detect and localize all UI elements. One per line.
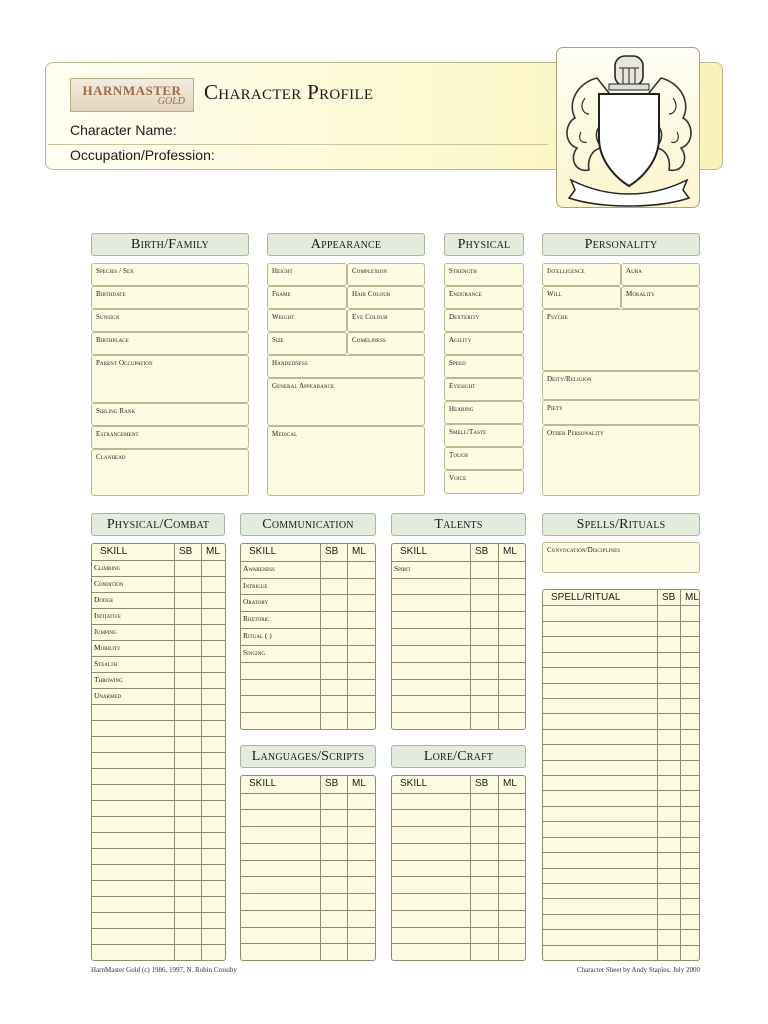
dexterity-field[interactable]: Dexterity	[444, 309, 524, 332]
column-header-sb: SB	[475, 778, 489, 790]
table-row-divider	[392, 876, 525, 877]
parent-occupation-field[interactable]: Parent Occupation	[91, 355, 249, 403]
skill-name: Condition	[94, 579, 124, 588]
table-column-divider	[347, 544, 348, 729]
height-field[interactable]: Height	[267, 263, 347, 286]
table-row-divider	[543, 760, 699, 761]
table-row-divider	[241, 927, 375, 928]
table-row-divider	[241, 645, 375, 646]
aura-field[interactable]: Aura	[621, 263, 700, 286]
table-row-divider	[392, 893, 525, 894]
table-row-divider	[92, 624, 225, 625]
page-title: Character Profile	[204, 80, 374, 104]
lore-craft-table[interactable]	[391, 775, 526, 961]
skill-name: Ritual ( )	[243, 631, 272, 641]
occupation-label: Occupation/Profession:	[70, 147, 215, 163]
table-column-divider	[470, 776, 471, 960]
deity-religion-field[interactable]: Deity/Religion	[542, 371, 700, 400]
table-row-divider	[92, 560, 225, 561]
table-row-divider	[543, 667, 699, 668]
table-row-divider	[543, 945, 699, 946]
table-row-divider	[92, 688, 225, 689]
strength-field[interactable]: Strength	[444, 263, 524, 286]
table-column-divider	[498, 544, 499, 729]
table-row-divider	[543, 621, 699, 622]
character-name-line[interactable]	[48, 144, 548, 145]
personality-title: Personality	[542, 233, 700, 256]
intelligence-field[interactable]: Intelligence	[542, 263, 621, 286]
table-row-divider	[543, 852, 699, 853]
logo-text-bottom: GOLD	[157, 96, 185, 107]
column-header-sb: SB	[179, 546, 193, 557]
skill-name: Climbing	[94, 563, 121, 572]
table-row-divider	[241, 809, 375, 810]
table-row-divider	[92, 848, 225, 849]
smell-taste-field[interactable]: Smell/Taste	[444, 424, 524, 447]
table-row-divider	[92, 912, 225, 913]
table-row-divider	[241, 943, 375, 944]
table-row-divider	[392, 712, 525, 713]
table-row-divider	[241, 826, 375, 827]
estrangement-field[interactable]: Estrangement	[91, 426, 249, 449]
appearance-title: Appearance	[267, 233, 425, 256]
table-row-divider	[241, 793, 375, 794]
psyche-field[interactable]: Psyche	[542, 309, 700, 371]
table-row-divider	[543, 790, 699, 791]
table-row-divider	[392, 826, 525, 827]
table-row-divider	[392, 910, 525, 911]
birthdate-field[interactable]: Birthdate	[91, 286, 249, 309]
table-column-divider	[498, 776, 499, 960]
agility-field[interactable]: Agility	[444, 332, 524, 355]
table-row-divider	[92, 576, 225, 577]
table-row-divider	[92, 944, 225, 945]
table-row-divider	[241, 893, 375, 894]
table-row-divider	[92, 880, 225, 881]
frame-field[interactable]: Frame	[267, 286, 347, 309]
skill-name: Mobility	[94, 643, 121, 652]
table-row-divider	[241, 611, 375, 612]
table-row-divider	[92, 672, 225, 673]
column-header-sb: SB	[325, 778, 339, 790]
column-header-ml: ML	[352, 546, 366, 558]
column-header-ml: ML	[206, 546, 220, 557]
column-header-ml: ML	[685, 591, 699, 603]
table-row-divider	[543, 744, 699, 745]
column-header-ml: ML	[503, 546, 517, 558]
column-header-sb: SB	[662, 591, 676, 603]
coat-of-arms-box	[556, 47, 700, 208]
physical-title: Physical	[444, 233, 524, 256]
column-header-ml: ML	[352, 778, 366, 790]
talents-title: Talents	[391, 513, 526, 536]
table-row-divider	[543, 605, 699, 606]
size-field[interactable]: Size	[267, 332, 347, 355]
table-row-divider	[392, 843, 525, 844]
table-row-divider	[92, 816, 225, 817]
table-row-divider	[543, 713, 699, 714]
eyesight-field[interactable]: Eyesight	[444, 378, 524, 401]
table-row-divider	[392, 793, 525, 794]
comeliness-field[interactable]: Comeliness	[347, 332, 425, 355]
skill-name: Awareness	[243, 564, 275, 574]
endurance-field[interactable]: Endurance	[444, 286, 524, 309]
spells-rituals-table[interactable]	[542, 589, 700, 961]
general-appearance-field[interactable]: General Appearance	[267, 378, 425, 426]
character-name-label: Character Name:	[70, 122, 177, 138]
skill-name: Throwing	[94, 675, 123, 684]
column-header-skill: SKILL	[249, 778, 277, 790]
coat-of-arms-icon	[557, 48, 701, 209]
table-row-divider	[92, 864, 225, 865]
skill-name: Singing	[243, 648, 265, 658]
table-row-divider	[241, 662, 375, 663]
convocation-field[interactable]: Convocation/Disciplines	[542, 542, 700, 573]
piety-field[interactable]: Piety	[542, 400, 700, 425]
column-header-sb: SB	[325, 546, 339, 558]
clanhead-field[interactable]: Clanhead	[91, 449, 249, 496]
complexion-field[interactable]: Complexion	[347, 263, 425, 286]
eye-colour-field[interactable]: Eye Colour	[347, 309, 425, 332]
table-row-divider	[92, 640, 225, 641]
column-header-sb: SB	[475, 546, 489, 558]
will-field[interactable]: Will	[542, 286, 621, 309]
table-row-divider	[92, 784, 225, 785]
table-row-divider	[392, 809, 525, 810]
weight-field[interactable]: Weight	[267, 309, 347, 332]
table-column-divider	[470, 544, 471, 729]
table-row-divider	[241, 910, 375, 911]
table-row-divider	[241, 561, 375, 562]
hair-colour-field[interactable]: Hair Colour	[347, 286, 425, 309]
table-row-divider	[543, 775, 699, 776]
table-row-divider	[392, 927, 525, 928]
column-header-ml: ML	[503, 778, 517, 790]
column-header-skill: SPELL/RITUAL	[551, 591, 621, 603]
handedness-field[interactable]: Handedness	[267, 355, 425, 378]
communication-table[interactable]	[240, 543, 376, 730]
table-row-divider	[241, 860, 375, 861]
talents-table[interactable]	[391, 543, 526, 730]
table-row-divider	[392, 628, 525, 629]
voice-field[interactable]: Voice	[444, 470, 524, 494]
skill-name: Rhetoric	[243, 614, 270, 624]
birthplace-field[interactable]: Birthplace	[91, 332, 249, 355]
skill-name: Unarmed	[94, 691, 122, 700]
hearing-field[interactable]: Hearing	[444, 401, 524, 424]
harnmaster-logo	[70, 78, 194, 112]
physical-combat-table[interactable]	[91, 543, 226, 961]
table-row-divider	[92, 768, 225, 769]
table-row-divider	[392, 662, 525, 663]
skill-name: Dodge	[94, 595, 114, 604]
table-row-divider	[543, 929, 699, 930]
table-row-divider	[92, 752, 225, 753]
skill-name: Stealth	[94, 659, 118, 668]
birth-family-title: Birth/Family	[91, 233, 249, 256]
table-row-divider	[241, 712, 375, 713]
skill-name: Initiative	[94, 611, 121, 620]
column-header-skill: SKILL	[400, 546, 428, 558]
table-column-divider	[320, 776, 321, 960]
table-row-divider	[543, 883, 699, 884]
table-row-divider	[392, 943, 525, 944]
spells-rituals-title: Spells/Rituals	[542, 513, 700, 536]
table-row-divider	[241, 843, 375, 844]
physical-combat-title: Physical/Combat	[91, 513, 225, 536]
table-row-divider	[392, 860, 525, 861]
column-header-skill: SKILL	[100, 546, 128, 557]
table-row-divider	[543, 806, 699, 807]
table-row-divider	[392, 578, 525, 579]
table-row-divider	[92, 896, 225, 897]
table-row-divider	[92, 736, 225, 737]
table-row-divider	[543, 683, 699, 684]
communication-title: Communication	[240, 513, 376, 536]
table-row-divider	[543, 636, 699, 637]
table-row-divider	[392, 561, 525, 562]
table-row-divider	[92, 720, 225, 721]
table-row-divider	[543, 698, 699, 699]
table-row-divider	[241, 628, 375, 629]
footer-copyright: HarnMaster Gold (c) 1986, 1997, N. Robin Crossby	[91, 966, 237, 974]
skill-name: Jumping	[94, 627, 117, 636]
touch-field[interactable]: Touch	[444, 447, 524, 470]
column-header-skill: SKILL	[249, 546, 277, 558]
sibling-rank-field[interactable]: Sibling Rank	[91, 403, 249, 426]
table-row-divider	[92, 928, 225, 929]
table-row-divider	[241, 695, 375, 696]
skill-name: Spirit	[394, 564, 411, 574]
column-header-skill: SKILL	[400, 778, 428, 790]
table-row-divider	[392, 695, 525, 696]
table-row-divider	[543, 652, 699, 653]
table-row-divider	[543, 821, 699, 822]
species-sex-field[interactable]: Species / Sex	[91, 263, 249, 286]
table-row-divider	[92, 608, 225, 609]
table-column-divider	[320, 544, 321, 729]
table-row-divider	[543, 729, 699, 730]
table-row-divider	[392, 594, 525, 595]
table-row-divider	[241, 578, 375, 579]
table-row-divider	[92, 592, 225, 593]
table-row-divider	[543, 868, 699, 869]
skill-name: Intrigue	[243, 581, 268, 591]
table-row-divider	[92, 832, 225, 833]
languages-scripts-title: Languages/Scripts	[240, 745, 376, 768]
table-row-divider	[392, 645, 525, 646]
table-row-divider	[92, 656, 225, 657]
languages-scripts-table[interactable]	[240, 775, 376, 961]
table-row-divider	[92, 704, 225, 705]
table-column-divider	[347, 776, 348, 960]
table-row-divider	[241, 679, 375, 680]
sunsign-field[interactable]: Sunsign	[91, 309, 249, 332]
table-row-divider	[392, 679, 525, 680]
lore-craft-title: Lore/Craft	[391, 745, 526, 768]
medical-field[interactable]: Medical	[267, 426, 425, 496]
morality-field[interactable]: Morality	[621, 286, 700, 309]
other-personality-field[interactable]: Other Personality	[542, 425, 700, 496]
table-row-divider	[241, 594, 375, 595]
table-row-divider	[92, 800, 225, 801]
table-row-divider	[241, 876, 375, 877]
speed-field[interactable]: Speed	[444, 355, 524, 378]
table-row-divider	[543, 914, 699, 915]
table-row-divider	[543, 898, 699, 899]
table-row-divider	[543, 837, 699, 838]
table-row-divider	[392, 611, 525, 612]
logo-text-top: HARNMASTER	[82, 83, 182, 98]
skill-name: Oratory	[243, 597, 269, 607]
footer-credit: Character Sheet by Andy Staples, July 2000	[576, 966, 700, 974]
